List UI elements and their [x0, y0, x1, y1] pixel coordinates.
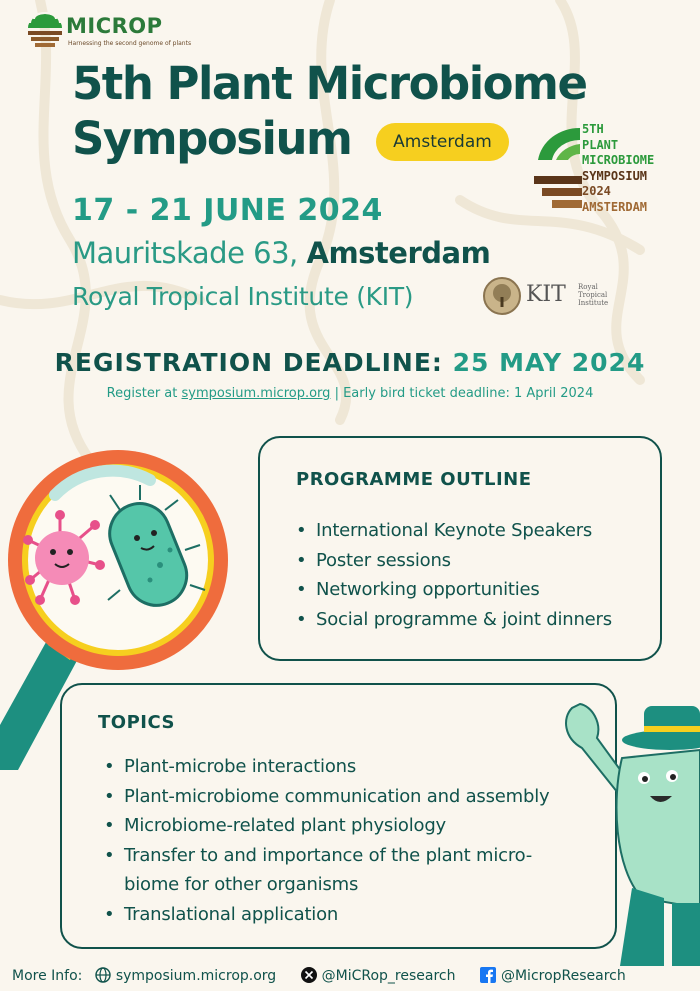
- symposium-logo: [530, 118, 690, 228]
- symposium-logo-line-3: MICROBIOME: [582, 153, 655, 167]
- list-item: • Poster sessions: [292, 546, 612, 576]
- globe-icon: [95, 967, 111, 983]
- mascot-character-icon: [552, 698, 700, 968]
- page-title: [72, 56, 586, 166]
- register-prefix: Register at: [106, 386, 178, 401]
- list-item: • Networking opportunities: [292, 575, 612, 605]
- microp-wordmark: MICROP: [66, 14, 163, 38]
- city-badge: Amsterdam: [376, 123, 509, 161]
- list-item: • International Keynote Speakers: [292, 516, 612, 546]
- kit-tree-logo-icon: [483, 277, 521, 315]
- topics-box: [60, 683, 617, 949]
- programme-outline-box: [258, 436, 662, 661]
- microp-tagline: Harnessing the second genome of plants: [68, 40, 192, 47]
- website-link[interactable]: [95, 968, 281, 984]
- symposium-logo-line-4: SYMPOSIUM: [582, 168, 648, 183]
- list-item: • Transfer to and importance of the plant micro-: [100, 841, 549, 871]
- address-city: Amsterdam: [306, 236, 491, 270]
- symposium-logo-line-1: 5TH: [582, 122, 604, 136]
- registration-date: 25 MAY 2024: [452, 348, 646, 377]
- x-link[interactable]: [301, 968, 460, 984]
- registration-deadline: [0, 348, 700, 377]
- list-item: • Microbiome-related plant physiology: [100, 811, 549, 841]
- symposium-logo-line-2: PLANT: [582, 137, 619, 152]
- topics-heading: TOPICS: [98, 712, 175, 733]
- registration-info: [0, 386, 700, 401]
- facebook-link[interactable]: [480, 968, 626, 984]
- x-icon: [301, 967, 317, 983]
- kit-logo-mark: KIT: [526, 282, 566, 307]
- address-street: Mauritskade 63,: [72, 236, 298, 270]
- website-text: symposium.microp.org: [115, 968, 277, 984]
- footer-label: More Info:: [12, 968, 83, 984]
- list-item: • Plant-microbiome communication and assembly: [100, 782, 549, 812]
- topics-list: [100, 752, 549, 929]
- x-handle-text: @MiCRop_research: [321, 968, 456, 984]
- title-line-2: Symposium: [72, 112, 352, 165]
- event-dates: 17 - 21 JUNE 2024: [72, 193, 383, 228]
- facebook-icon: [480, 967, 496, 983]
- event-address: [72, 236, 490, 270]
- facebook-handle-text: @MicropResearch: [500, 968, 626, 984]
- list-item: • Translational application: [100, 900, 549, 930]
- kit-logo-subtitle: Royal Tropical Institute: [578, 283, 609, 307]
- list-item: • Social programme & joint dinners: [292, 605, 612, 635]
- symposium-logo-line-6: AMSTERDAM: [582, 199, 648, 214]
- microp-logo-icon: [26, 12, 64, 48]
- register-link[interactable]: symposium.microp.org: [181, 386, 331, 401]
- list-item: • Plant-microbe interactions: [100, 752, 549, 782]
- microp-logo: [26, 12, 192, 56]
- list-item-continuation: biome for other organisms: [124, 874, 359, 895]
- early-bird-note: | Early bird ticket deadline: 1 April 2024: [334, 386, 594, 401]
- title-line-1: 5th Plant Microbiome: [72, 57, 587, 110]
- footer: [12, 967, 626, 984]
- programme-heading: PROGRAMME OUTLINE: [296, 469, 532, 490]
- symposium-logo-icon: [530, 120, 582, 220]
- symposium-logo-line-5: 2024: [582, 184, 611, 198]
- registration-label: REGISTRATION DEADLINE:: [54, 348, 443, 377]
- event-venue: Royal Tropical Institute (KIT): [72, 282, 414, 311]
- programme-list: [292, 516, 612, 634]
